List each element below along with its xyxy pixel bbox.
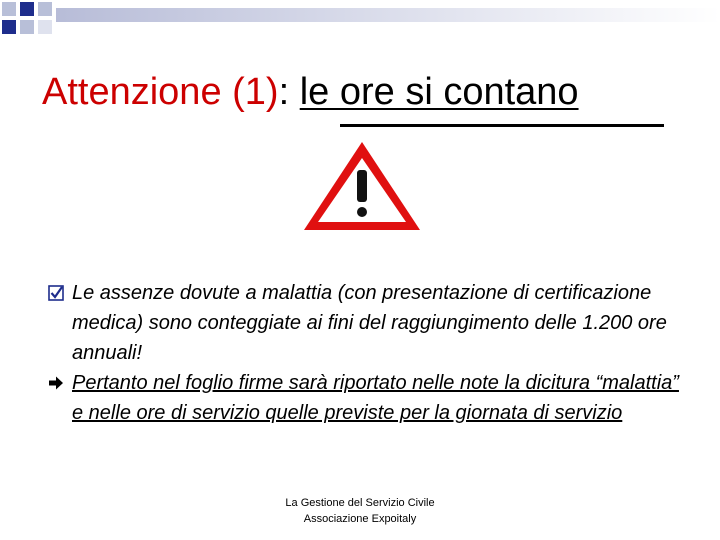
bullet-text: Le assenze dovute a malattia (con presentazione di certificazione medica) sono conteggiate ai fini del raggiungimento delle 1.200 ore annuali! bbox=[72, 282, 667, 364]
bullet-list bbox=[48, 278, 688, 428]
title-rule bbox=[340, 124, 664, 127]
bullet-text: Pertanto nel foglio firme sarà riportato nelle note la dicitura “malattia” e nelle ore di servizio quelle previste per la giornata di servizio bbox=[72, 372, 679, 424]
warning-sign-icon bbox=[300, 138, 424, 234]
title-highlight: Attenzione (1) bbox=[42, 71, 279, 113]
footer-line: La Gestione del Servizio Civile bbox=[285, 497, 435, 509]
checkbox-checked-icon bbox=[48, 285, 64, 301]
slide-footer bbox=[250, 495, 470, 527]
title-separator: : bbox=[278, 71, 300, 113]
bullet-item-malattia bbox=[48, 278, 688, 368]
arrow-right-icon bbox=[48, 375, 64, 391]
title-subject: le ore si contano bbox=[299, 71, 579, 113]
header-decoration bbox=[0, 0, 720, 44]
bullet-item-foglio-firme bbox=[48, 368, 688, 428]
footer-line: Associazione Expoitaly bbox=[303, 513, 417, 525]
slide-title bbox=[42, 70, 579, 114]
